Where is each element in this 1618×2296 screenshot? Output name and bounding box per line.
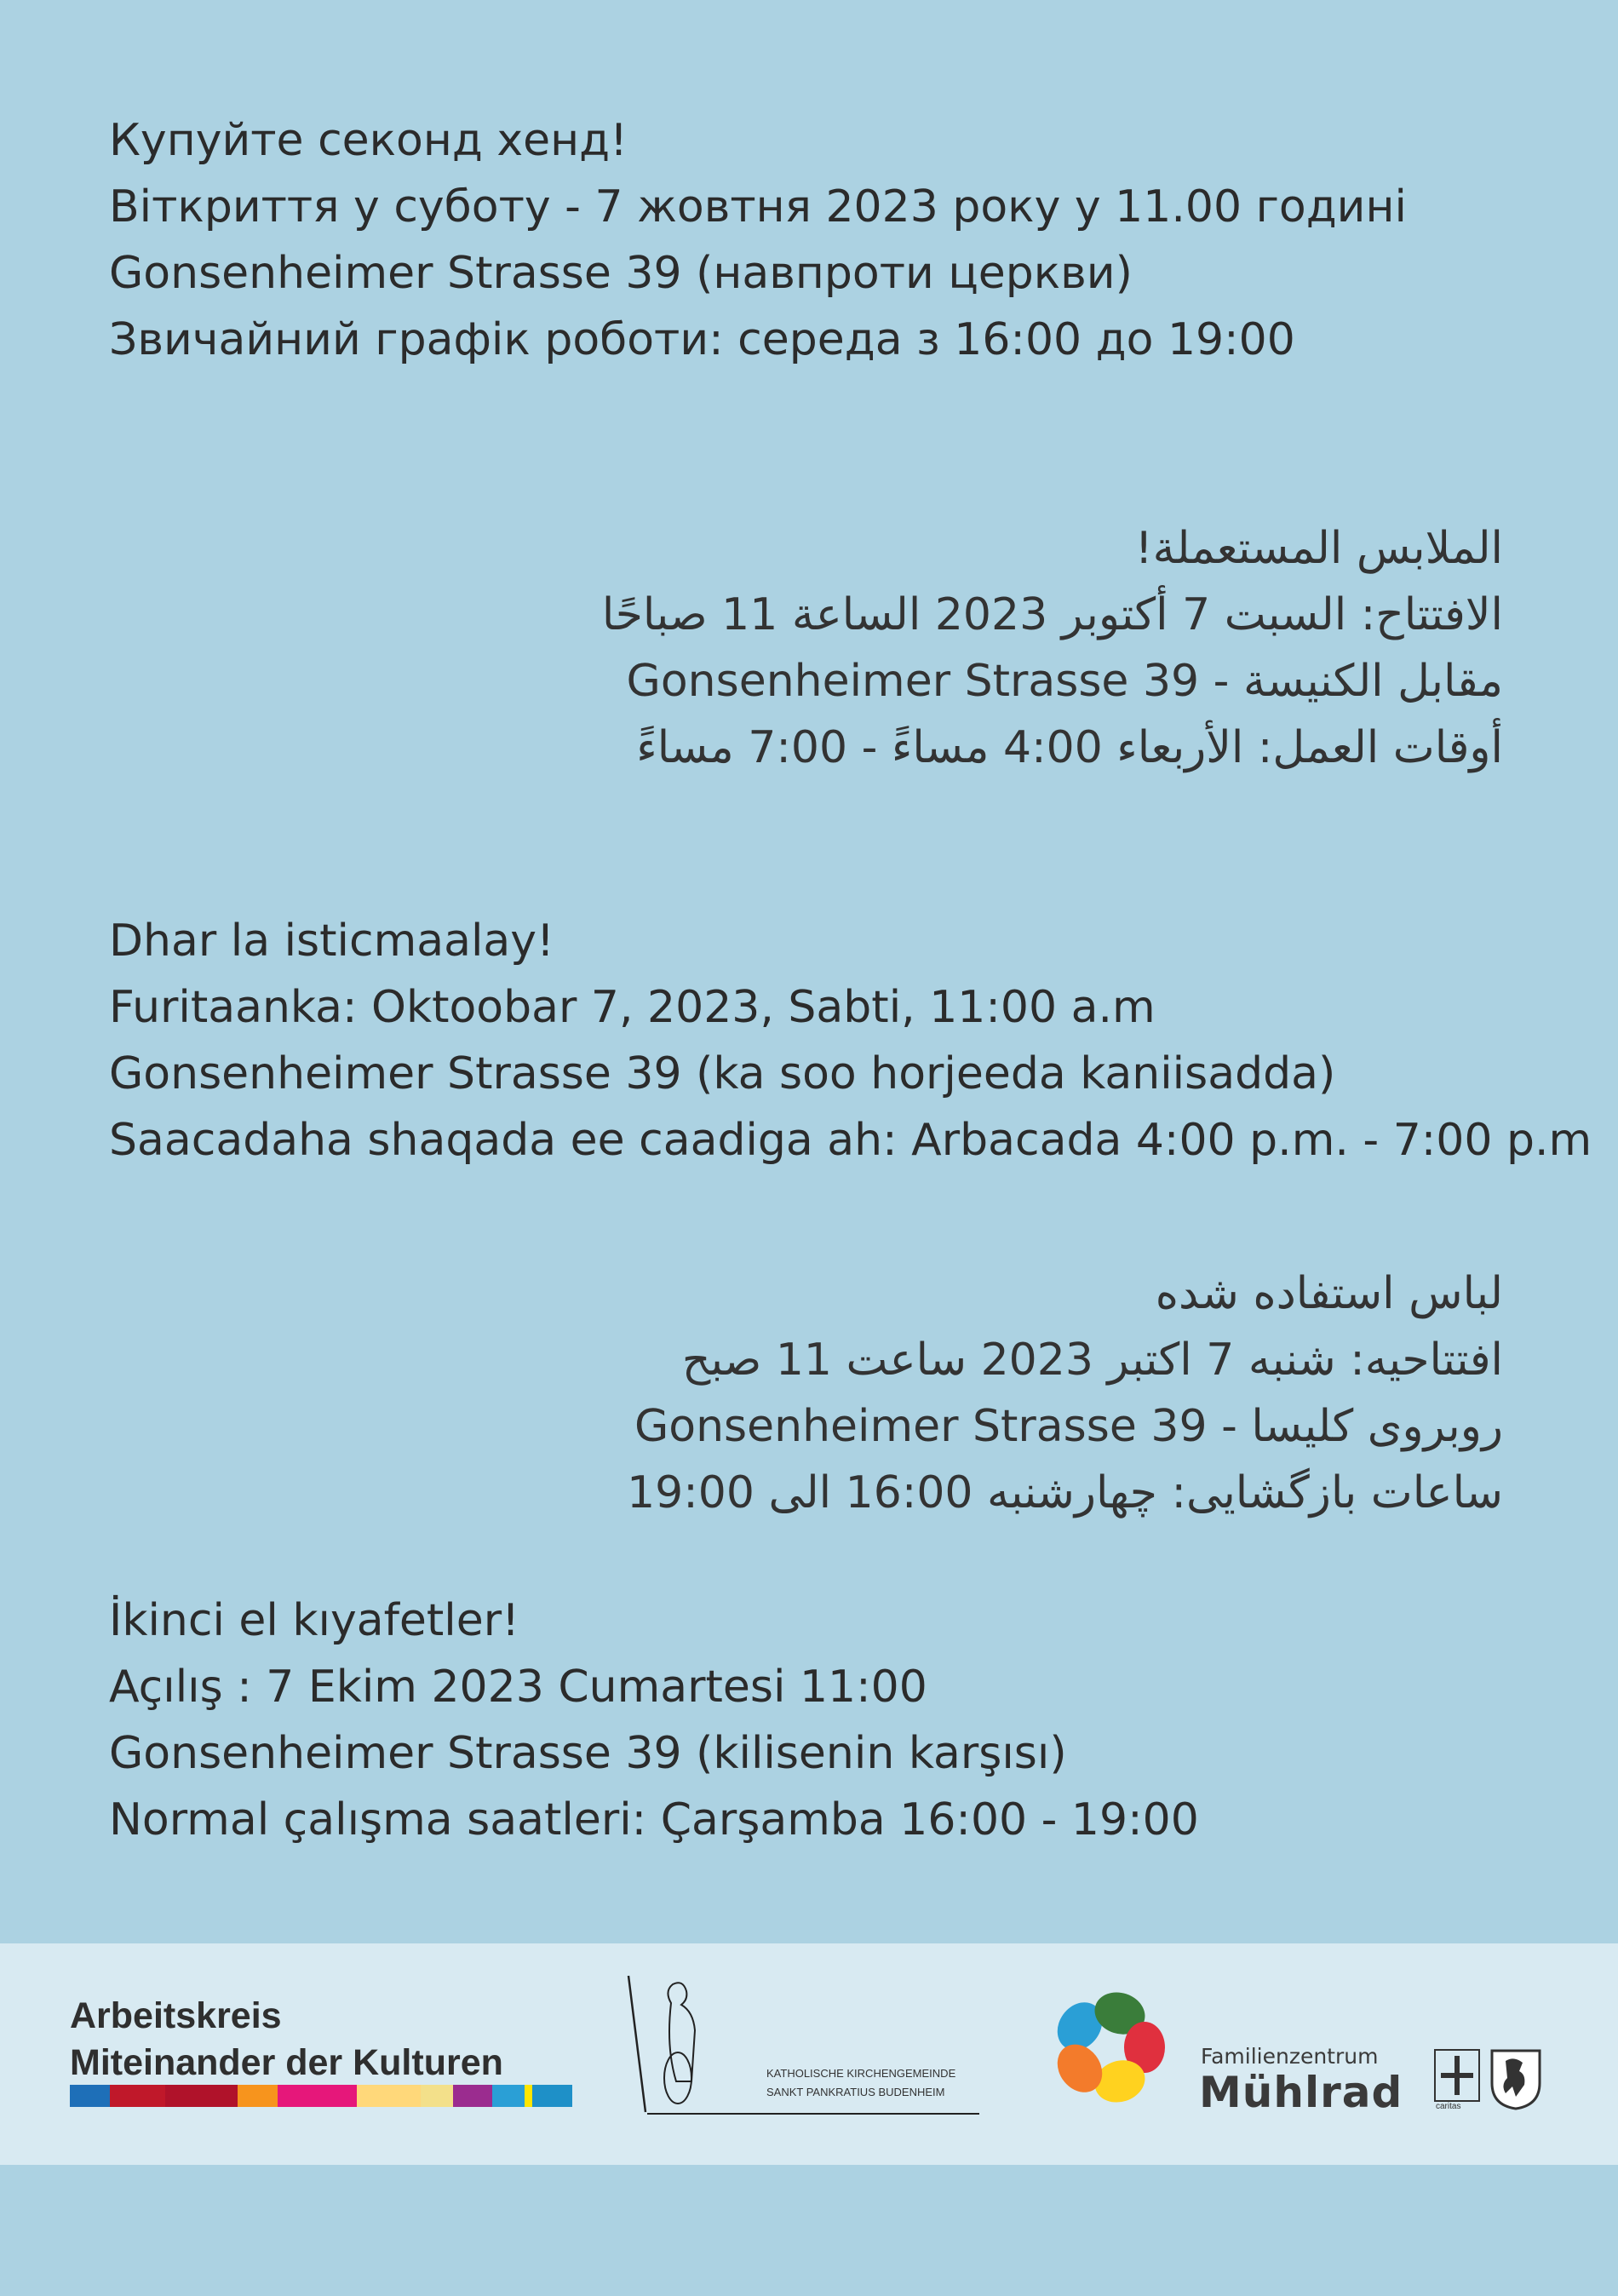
caritas-logo	[1434, 2049, 1480, 2109]
somali-headline: Dhar la isticmaalay!	[109, 916, 554, 967]
persian-address: روبروی کلیسا - Gonsenheimer Strasse 39	[634, 1401, 1503, 1452]
arbeitskreis-line-2: Miteinander der Kulturen	[70, 2042, 503, 2083]
ukrainian-address: Gonsenheimer Strasse 39 (навпроти церкви)	[109, 248, 1133, 299]
turkish-section	[109, 1587, 1199, 1853]
turkish-hours: Normal çalışma saatleri: Çarşamba 16:00 - 19:00	[109, 1794, 1199, 1845]
stripe-segment	[421, 2085, 452, 2107]
turkish-opening: Açılış : 7 Ekim 2023 Cumartesi 11:00	[109, 1662, 927, 1713]
muehlrad-label: Mühlrad	[1199, 2068, 1403, 2117]
arabic-headline: الملابس المستعملة!	[1134, 523, 1503, 574]
arbeitskreis-color-stripe	[70, 2085, 572, 2107]
caritas-label: caritas	[1436, 2102, 1461, 2111]
stripe-segment	[278, 2085, 358, 2107]
sponsor-footer	[0, 1943, 1618, 2165]
somali-section	[109, 908, 1592, 1174]
arabic-section	[602, 515, 1503, 781]
arbeitskreis-line-1: Arbeitskreis	[70, 1995, 282, 2036]
church-name	[766, 2064, 955, 2102]
stripe-segment	[532, 2085, 572, 2107]
somali-address: Gonsenheimer Strasse 39 (ka soo horjeeda kaniisadda)	[109, 1048, 1336, 1099]
stripe-segment	[110, 2085, 166, 2107]
ukrainian-section	[109, 107, 1407, 373]
municipal-crest-icon	[1490, 2049, 1541, 2110]
persian-hours: ساعات بازگشایی: چهارشنبه 16:00 الی 19:00	[627, 1467, 1503, 1518]
somali-hours: Saacadaha shaqada ee caadiga ah: Arbacada 4:00 p.m. - 7:00 p.m	[109, 1115, 1592, 1166]
persian-section	[627, 1260, 1503, 1526]
arabic-address: مقابل الكنيسة - Gonsenheimer Strasse 39	[626, 656, 1503, 707]
persian-headline: لباس استفاده شده	[1155, 1268, 1503, 1319]
stripe-segment	[238, 2085, 278, 2107]
stripe-segment	[453, 2085, 493, 2107]
ukrainian-headline: Купуйте секонд хенд!	[109, 115, 628, 166]
stripe-segment	[165, 2085, 237, 2107]
familienzentrum-flower-logo	[1041, 1979, 1177, 2115]
turkish-headline: İkinci el kıyafetler!	[109, 1595, 519, 1646]
somali-opening: Furitaanka: Oktoobar 7, 2023, Sabti, 11:00 a.m	[109, 982, 1156, 1033]
ukrainian-opening: Віткриття у суботу - 7 жовтня 2023 року у 11.00 годині	[109, 181, 1407, 232]
ukrainian-hours: Звичайний графік роботи: середа з 16:00 до 19:00	[109, 314, 1295, 365]
arabic-hours: أوقات العمل: الأربعاء 4:00 مساءً - 7:00 مساءً	[636, 722, 1503, 773]
stripe-segment	[357, 2085, 421, 2107]
stripe-segment	[70, 2085, 110, 2107]
arabic-opening: الافتتاح: السبت 7 أكتوبر 2023 الساعة 11 صباحًا	[601, 589, 1503, 640]
stripe-segment	[492, 2085, 524, 2107]
familienzentrum-label: Familienzentrum	[1201, 2044, 1379, 2069]
turkish-address: Gonsenheimer Strasse 39 (kilisenin karşısı)	[109, 1728, 1067, 1779]
stripe-segment	[525, 2085, 532, 2107]
persian-opening: افتتاحیه: شنبه 7 اکتبر 2023 ساعت 11 صبح	[681, 1335, 1503, 1386]
church-line-2: SANKT PANKRATIUS BUDENHEIM	[766, 2086, 945, 2098]
arbeitskreis-logo-text	[70, 1993, 503, 2086]
church-line-1: KATHOLISCHE KIRCHENGEMEINDE	[766, 2067, 956, 2080]
